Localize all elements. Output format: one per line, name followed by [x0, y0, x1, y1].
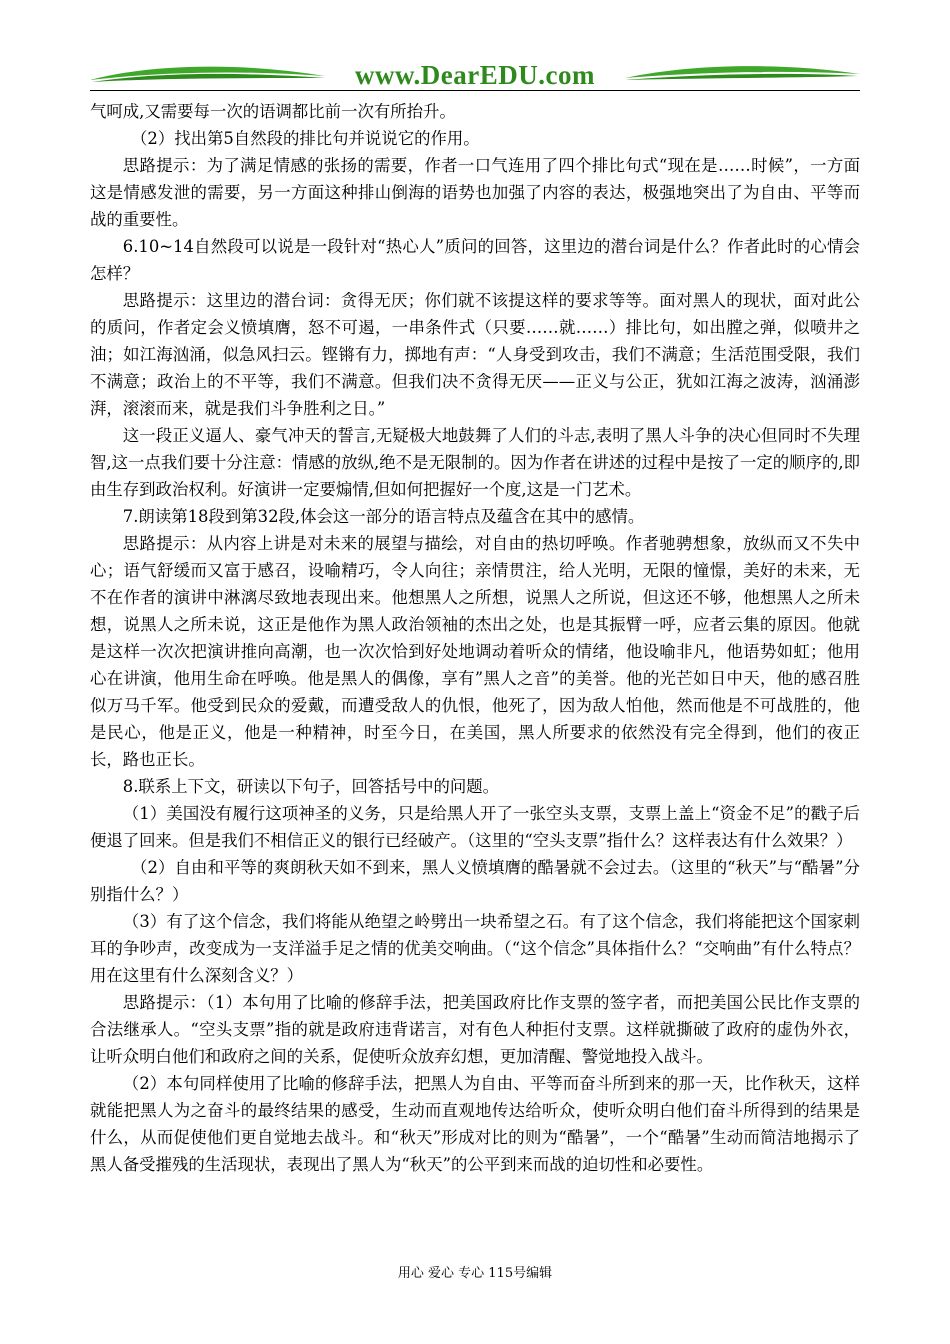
- paragraph: 思路提示：为了满足情感的张扬的需要，作者一口气连用了四个排比句式“现在是……时候”，一方面这是情感发泄的需要，另一方面这种排山倒海的语势也加强了内容的表达，极强地突出了为自由、平等而战的重要性。: [90, 156, 860, 229]
- question-heading: 8.联系上下文，研读以下句子，回答括号中的问题。: [122, 777, 500, 796]
- site-logo-text: www.DearEDU.com: [355, 60, 595, 90]
- question-heading: 6.10~14自然段可以说是一段针对“热心人”质问的回答，这里边的潜台词是什么？作者此时的心情会怎样？: [90, 237, 860, 283]
- paragraph: 思路提示：从内容上讲是对未来的展望与描绘，对自由的热切呼唤。作者驰骋想象，放纵而又不失中心；语气舒缓而又富于感召，设喻精巧，令人向往；亲情贯注，给人光明，无限的憧憬，美好的未来，无不在作者的演讲中淋漓尽致地表现出来。他想黑人之所想，说黑人之所说，但这还不够，他想黑人之所未想，说黑人之所未说，这正是他作为黑人政治领袖的杰出之处，也是其振臂一呼，应者云集的原因。他就是这样一次次把演讲推向高潮，也一次次恰到好处地调动着听众的情绪，他设喻非凡，他语势如虹；他用心在讲演，他用生命在呼唤。他是黑人的偶像，享有”黑人之音”的美誉。他的光芒如日中天，他的感召胜似万马千军。他受到民众的爱戴，而遭受敌人的仇恨，他死了，因为敌人怕他，然而他是不可战胜的，他是民心，他是正义，他是一种精神，时至今日，在美国，黑人所要求的依然没有完全得到，他们的夜正长，路也正长。: [90, 534, 860, 769]
- page-footer: 用心 爱心 专心 115号编辑: [397, 1266, 553, 1281]
- paragraph: 这一段正义逼人、豪气冲天的誓言,无疑极大地鼓舞了人们的斗志,表明了黑人斗争的决心但同时不失理智,这一点我们要十分注意：情感的放纵,绝不是无限制的。因为作者在讲述的过程中是按了一定的顺序的,即由生存到政治权利。好演讲一定要煽情,但如何把握好一个度,这是一门艺术。: [90, 426, 860, 499]
- header-rule: [90, 90, 860, 91]
- question-heading: 7.朗读第18段到第32段,体会这一部分的语言特点及蕴含在其中的感情。: [122, 507, 645, 526]
- paragraph: （1）美国没有履行这项神圣的义务，只是给黑人开了一张空头支票，支票上盖上“资金不足”的戳子后便退了回来。但是我们不相信正义的银行已经破产。（这里的“空头支票”指什么？这样表达有什么效果？）: [90, 804, 860, 850]
- document-body: [90, 98, 860, 1178]
- paragraph: 思路提示：这里边的潜台词：贪得无厌；你们就不该提这样的要求等等。面对黑人的现状，面对此公的质问，作者定会义愤填膺，怒不可遏，一串条件式（只要……就……）排比句，如出膛之弹，似喷井之油；如江海汹涌，似急风扫云。铿锵有力，掷地有声：“人身受到攻击，我们不满意；生活范围受限，我们不满意；政治上的不平等，我们不满意。但我们决不贪得无厌——正义与公正，犹如江海之波涛，汹涌澎湃，滚滚而来，就是我们斗争胜利之日。”: [90, 291, 860, 418]
- paragraph: （2）自由和平等的爽朗秋天如不到来，黑人义愤填膺的酷暑就不会过去。（这里的“秋天”与“酷暑”分别指什么？）: [90, 858, 860, 904]
- paragraph: （2）本句同样使用了比喻的修辞手法，把黑人为自由、平等而奋斗所到来的那一天，比作秋天，这样就能把黑人为之奋斗的最终结果的感受，生动而直观地传达给听众，使听众明白他们奋斗所得到的结果是什么，从而促使他们更自觉地去战斗。和“秋天”形成对比的则为“酷暑”，一个“酷暑”生动而简洁地揭示了黑人备受摧残的生活现状，表现出了黑人为“秋天”的公平到来而战的迫切性和必要性。: [90, 1074, 860, 1174]
- paragraph: 思路提示：（1）本句用了比喻的修辞手法，把美国政府比作支票的签字者，而把美国公民比作支票的合法继承人。“空头支票”指的就是政府违背诺言，对有色人种拒付支票。这样就撕破了政府的虚伪外衣，让听众明白他们和政府之间的关系，促使听众放弃幻想，更加清醒、警觉地投入战斗。: [90, 993, 860, 1066]
- paragraph: 气呵成,又需要每一次的语调都比前一次有所抬升。: [90, 102, 456, 121]
- paragraph: （3）有了这个信念，我们将能从绝望之岭劈出一块希望之石。有了这个信念，我们将能把这个国家刺耳的争吵声，改变成为一支洋溢手足之情的优美交响曲。（“这个信念”具体指什么？“交响曲”有什么特点？用在这里有什么深刻含义？）: [90, 912, 860, 985]
- page-header: [90, 56, 860, 96]
- paragraph: （2）找出第5自然段的排比句并说说它的作用。: [131, 129, 480, 148]
